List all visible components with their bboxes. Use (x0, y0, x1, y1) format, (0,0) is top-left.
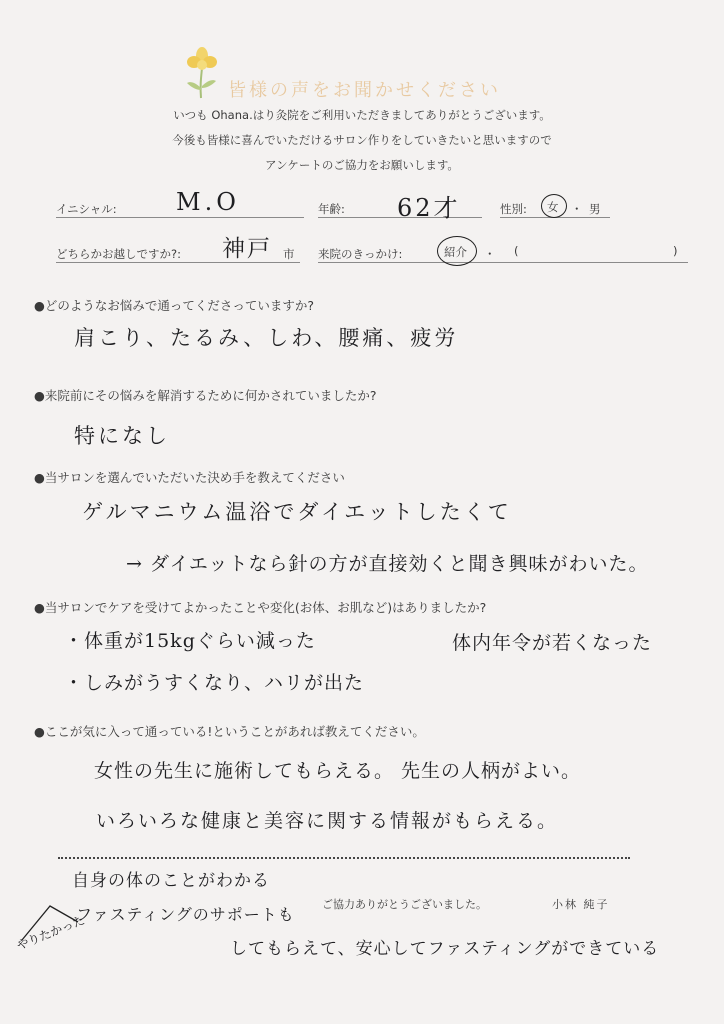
answer-4-item-3: ・しみがうすくなり、ハリが出た (64, 672, 365, 694)
gender-male-option: 男 (589, 202, 601, 216)
answer-5-line-1: 女性の先生に施術してもらえる。 先生の人柄がよい。 (94, 760, 582, 782)
question-4: ●当サロンでケアを受けてよかったことや変化(お体、お肌など)はありましたか? (34, 600, 487, 615)
answer-4-item-2: 体内年令が若くなった (452, 632, 653, 654)
page-title: 皆様の声をお聞かせください (228, 80, 501, 101)
answer-3-line-1: ゲルマニウム温浴でダイエットしたくて (82, 500, 512, 524)
age-label: 年齢: (318, 202, 345, 216)
reason-label: 来院のきっかけ: (318, 247, 403, 261)
intro-line-1: いつも Ohana.はり灸院をご利用いただきましてありがとうございます。 (173, 108, 551, 122)
city-suffix: 市 (283, 247, 295, 261)
question-2: ●来院前にその悩みを解消するために何かされていましたか? (34, 388, 377, 403)
question-5: ●ここが気に入って通っている!ということがあれば教えてください。 (34, 724, 425, 739)
intro-line-2: 今後も皆様に喜んでいただけるサロン作りをしていきたいと思いますので (172, 133, 552, 147)
extra-note-line-2: ファスティングのサポートも (76, 905, 295, 924)
age-value: 62才 (397, 194, 461, 222)
reason-paren-open: ( (514, 244, 519, 258)
intro-line-3: アンケートのご協力をお願いします。 (265, 158, 459, 172)
answer-3-line-2: → ダイエットなら針の方が直接効くと聞き興味がわいた。 (126, 553, 649, 575)
initial-value: M.O (176, 188, 240, 216)
answer-5-line-2: いろいろな健康と美容に関する情報がもらえる。 (96, 810, 559, 832)
answer-1: 肩こり、たるみ、しわ、腰痛、疲労 (74, 326, 459, 350)
side-note: やりたかった (14, 912, 87, 953)
question-3: ●当サロンを選んでいただいた決め手を教えてください (34, 470, 345, 485)
city-label: どちらかお越しですか?: (56, 247, 181, 261)
extra-note-line-1: 自身の体のことがわかる (72, 871, 270, 891)
city-value: 神戸 (222, 236, 272, 262)
gender-separator: ・ (571, 202, 583, 216)
reason-selected-option: 紹介 (444, 245, 467, 259)
initial-label: イニシャル: (56, 202, 117, 216)
reason-paren-close: ) (673, 244, 678, 258)
thanks-text: ご協力ありがとうございました。 (322, 898, 487, 911)
gender-female-option: 女 (547, 200, 559, 214)
extra-note-line-3: してもらえて、安心してファスティングができている (230, 939, 660, 959)
reason-separator: ・ (484, 247, 496, 261)
question-1: ●どのようなお悩みで通ってくださっていますか? (34, 298, 315, 313)
dotted-divider (58, 857, 630, 859)
answer-4-item-1: ・体重が15kgぐらい減った (64, 630, 316, 652)
gender-label: 性別: (500, 202, 527, 216)
flower-icon (183, 44, 223, 100)
answer-2: 特になし (74, 424, 170, 448)
staff-name: 小林 純子 (552, 898, 610, 911)
